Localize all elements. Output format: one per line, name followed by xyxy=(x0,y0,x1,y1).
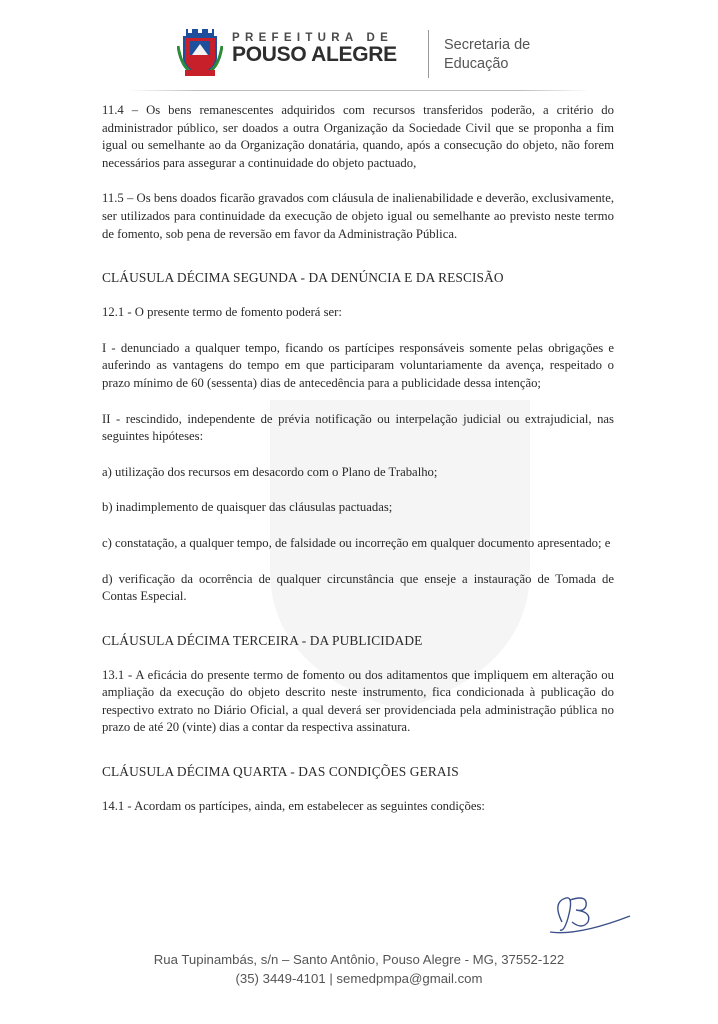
clause-12-item-ii: II - rescindido, independente de prévia notificação ou interpelação judicial ou extrajudicial, nas seguintes hipóteses: xyxy=(102,411,614,444)
header-rule xyxy=(128,90,590,91)
brand-wordmark xyxy=(232,32,397,67)
clause-12-1: 12.1 - O presente termo de fomento poderá ser: xyxy=(102,305,342,320)
initials-signature xyxy=(548,892,632,938)
clause-14-heading: CLÁUSULA DÉCIMA QUARTA - DAS CONDIÇÕES GERAIS xyxy=(102,764,459,780)
footer-address: Rua Tupinambás, s/n – Santo Antônio, Pouso Alegre - MG, 37552-122 xyxy=(153,952,565,967)
footer xyxy=(0,950,718,988)
clause-12-item-i: I - denunciado a qualquer tempo, ficando os partícipes responsáveis somente pelas obrigações e auferindo as vantagens do tempo em que participaram voluntariamente da avença, respeitado o prazo mínimo de 60 (sessenta) dias de antecedência para a publicidade dessa intenção; xyxy=(102,340,614,390)
clause-12-item-b: b) inadimplemento de quaisquer das cláusulas pactuadas; xyxy=(102,500,393,515)
department-line-2: Educação xyxy=(444,56,509,72)
letterhead xyxy=(0,26,718,86)
department-line-1: Secretaria de xyxy=(444,37,531,53)
clause-12-item-c: c) constatação, a qualquer tempo, de falsidade ou incorreção em qualquer documento apresentado; e xyxy=(102,535,611,550)
clause-11-5: 11.5 – Os bens doados ficarão gravados com cláusula de inalienabilidade e deverão, exclusivamente, ser utilizados para continuidade da execução de objeto igual ou semelhante ao previsto neste termo de fomento, sob pena de reversão em favor da Administração Pública. xyxy=(102,191,614,241)
document-body xyxy=(102,102,614,816)
clause-13-heading: CLÁUSULA DÉCIMA TERCEIRA - DA PUBLICIDADE xyxy=(102,632,423,648)
clause-12-item-a: a) utilização dos recursos em desacordo com o Plano de Trabalho; xyxy=(102,464,438,479)
footer-contact: (35) 3449-4101 | semedpmpa@gmail.com xyxy=(235,971,483,986)
brand-top-text: PREFEITURA DE xyxy=(232,32,394,44)
clause-13-1: 13.1 - A eficácia do presente termo de fomento ou dos aditamentos que impliquem em alteração ou ampliação da execução do objeto descrito neste instrumento, fica condicionada à publicação do respectivo extrato no Diário Oficial, a qual deverá ser providenciada pela administração pública no prazo de até 20 (vinte) dias a contar da respectiva assinatura. xyxy=(102,667,614,735)
clause-11-4: 11.4 – Os bens remanescentes adquiridos com recursos transferidos poderão, a critério do administrador público, ser doados a outra Organização da Sociedade Civil que se proponha a fim igual ou semelhante ao da Organização donatária, quando, após a consecução do objeto, não forem necessários para assegurar a continuidade do objeto pactuado, xyxy=(102,103,614,170)
coat-of-arms-icon xyxy=(177,28,223,78)
clause-14-1: 14.1 - Acordam os partícipes, ainda, em estabelecer as seguintes condições: xyxy=(102,799,485,814)
clause-12-heading: CLÁUSULA DÉCIMA SEGUNDA - DA DENÚNCIA E DA RESCISÃO xyxy=(102,270,504,286)
department-name xyxy=(444,36,530,74)
brand-main-text: POUSO ALEGRE xyxy=(232,43,397,66)
clause-12-item-d: d) verificação da ocorrência de qualquer circunstância que enseje a instauração de Tomada de Contas Especial. xyxy=(102,571,614,604)
header-divider xyxy=(428,30,429,78)
